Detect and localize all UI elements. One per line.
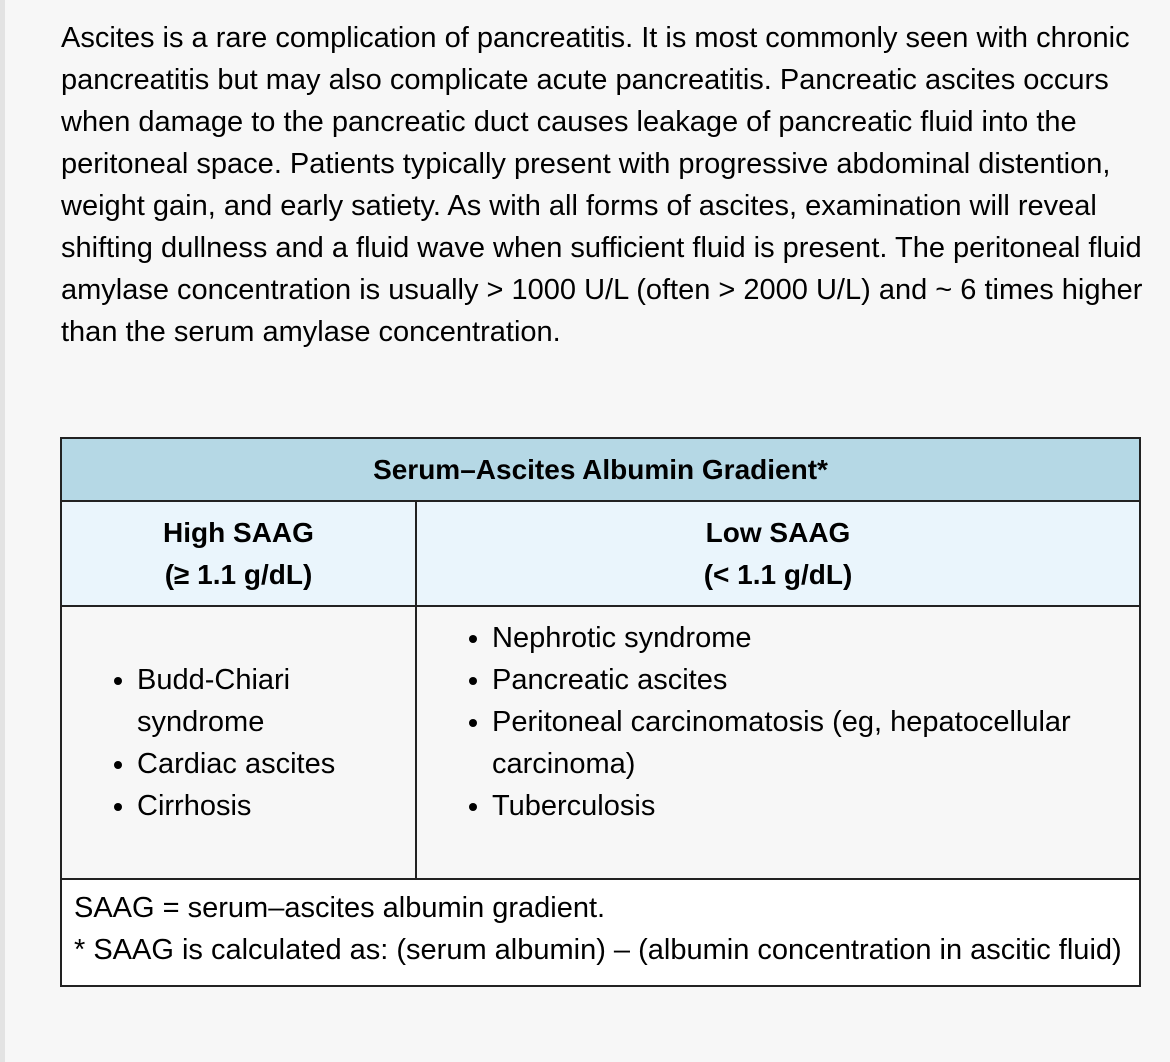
footer-definition: SAAG = serum–ascites albumin gradient. xyxy=(74,892,606,924)
table-title: Serum–Ascites Albumin Gradient* xyxy=(61,438,1140,501)
list-item: • Cirrhosis xyxy=(137,785,415,827)
low-saag-header xyxy=(416,501,1140,606)
list-item: • Nephrotic syndrome xyxy=(492,617,1139,659)
high-saag-list xyxy=(62,659,415,827)
list-item: • Peritoneal carcinomatosis (eg, hepatocellular carcinoma) xyxy=(492,701,1139,785)
footer-note: * SAAG is calculated as: (serum albumin) – (albumin concentration in ascitic fluid) xyxy=(74,934,1122,966)
low-saag-label: Low SAAG xyxy=(705,516,851,548)
high-saag-range: (≥ 1.1 g/dL) xyxy=(164,558,313,590)
high-saag-causes xyxy=(61,606,416,879)
list-item: • Cardiac ascites xyxy=(137,743,415,785)
table-footer xyxy=(61,879,1140,986)
high-saag-header xyxy=(61,501,416,606)
list-item: • Tuberculosis xyxy=(492,785,1139,827)
low-saag-list xyxy=(417,617,1139,827)
high-saag-label: High SAAG xyxy=(163,516,314,548)
list-item: • Pancreatic ascites xyxy=(492,659,1139,701)
explanation-text: Ascites is a rare complication of pancreatitis. It is most commonly seen with chronic pancreatitis but may also complicate acute pancreatitis. Pancreatic ascites occurs when damage to the pancreatic duct causes leakage of pancreatic fluid into the peritoneal space. Patients typically present with progressive abdominal distention, weight gain, and early satiety. As with all forms of ascites, examination will reveal shifting dullness and a fluid wave when sufficient fluid is present. The peritoneal fluid amylase concentration is usually > 1000 U/L (often > 2000 U/L) and ~ 6 times higher than the serum amylase concentration. xyxy=(61,22,1143,348)
list-item: • Budd-Chiari syndrome xyxy=(137,659,415,743)
low-saag-range: (< 1.1 g/dL) xyxy=(703,558,853,590)
low-saag-causes xyxy=(416,606,1140,879)
saag-table xyxy=(60,437,1141,987)
